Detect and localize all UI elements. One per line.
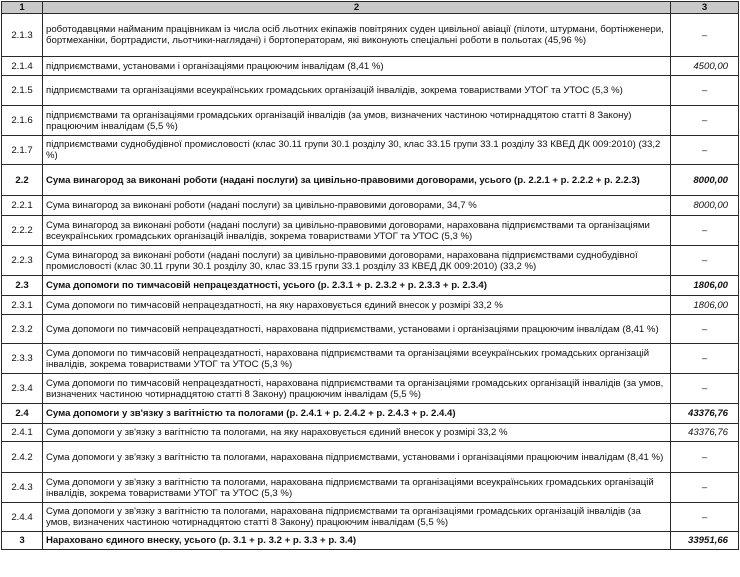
table-row [2,344,739,374]
table-row [2,165,739,196]
table-body [2,14,739,550]
row-number: 3 [2,532,43,550]
row-description: Сума допомоги по тимчасовій непрацездатності, нарахована підприємствами та організаціями громадських організацій інвалідів (за умов, визначених частиною чотирнадцятою статті 8 Закону) працюючим інвалідам (5,5 %) [43,374,671,404]
report-table [1,1,739,550]
row-number: 2.3.1 [2,296,43,315]
row-value: 1806,00 [671,296,739,315]
row-description: Сума допомоги у зв'язку з вагітністю та пологами (р. 2.4.1 + р. 2.4.2 + р. 2.4.3 + р. 2.4.4) [43,404,671,424]
row-number: 2.2 [2,165,43,196]
row-description: підприємствами суднобудівної промисловості (клас 30.11 групи 30.1 розділу 30, клас 33.15 групи 33.1 розділу 33 КВЕД ДК 009:2010) (33,2 %) [43,136,671,165]
row-description: Нараховано єдиного внеску, усього (р. 3.1 + р. 3.2 + р. 3.3 + р. 3.4) [43,532,671,550]
row-number: 2.2.1 [2,196,43,216]
table-row [2,246,739,276]
row-description: Сума допомоги по тимчасовій непрацездатності, на яку нараховується єдиний внесок у розмірі 33,2 % [43,296,671,315]
row-number: 2.3 [2,276,43,296]
table-row [2,315,739,344]
row-number: 2.4.4 [2,503,43,532]
header-col-1: 1 [2,2,43,14]
row-description: Сума допомоги у зв'язку з вагітністю та пологами, нарахована підприємствами, установами і організаціями працюючим інвалідам (8,41 %) [43,442,671,473]
row-number: 2.2.3 [2,246,43,276]
row-value: – [671,76,739,106]
table-row [2,404,739,424]
row-number: 2.1.7 [2,136,43,165]
row-description: Сума допомоги по тимчасовій непрацездатності, усього (р. 2.3.1 + р. 2.3.2 + р. 2.3.3 + р. 2.3.4) [43,276,671,296]
table-row [2,276,739,296]
row-value: – [671,344,739,374]
row-value: – [671,503,739,532]
row-description: Сума допомоги по тимчасовій непрацездатності, нарахована підприємствами та організаціями всеукраїнських громадських організацій інвалідів, зокрема товариствами УТОГ та УТОС (5,3 %) [43,344,671,374]
row-description: роботодавцями найманим працівникам із числа осіб льотних екіпажів повітряних суден цивільної авіації (пілоти, штурмани, бортінженери, бортмеханіки, бортрадисти, льотчики-наглядачі) і бортоператорам, які виконують спеціальні роботи в польотах (45,96 %) [43,14,671,57]
table-row [2,136,739,165]
row-value: – [671,473,739,503]
row-number: 2.1.4 [2,57,43,76]
table-row [2,424,739,442]
table-row [2,374,739,404]
row-description: Сума допомоги у зв'язку з вагітністю та пологами, нарахована підприємствами та організаціями громадських організацій інвалідів (за умов, визначених частиною чотирнадцятою статті 8 Закону) працюючим інвалідам (5,5 %) [43,503,671,532]
row-value: – [671,246,739,276]
row-description: підприємствами та організаціями громадських організацій інвалідів (за умов, визначених частиною чотирнадцятою статті 8 Закону) працюючим інвалідам (5,5 %) [43,106,671,136]
row-description: підприємствами та організаціями всеукраїнських громадських організацій інвалідів, зокрема товариствами УТОГ та УТОС (5,3 %) [43,76,671,106]
row-value: 4500,00 [671,57,739,76]
row-value: – [671,106,739,136]
table-row [2,503,739,532]
row-description: Сума винагород за виконані роботи (надані послуги) за цивільно-правовими договорами, 34,7 % [43,196,671,216]
row-number: 2.1.5 [2,76,43,106]
row-description: Сума винагород за виконані роботи (надані послуги) за цивільно-правовими договорами, усього (р. 2.2.1 + р. 2.2.2 + р. 2.2.3) [43,165,671,196]
row-value: – [671,374,739,404]
table-row [2,57,739,76]
row-description: Сума винагород за виконані роботи (надані послуги) за цивільно-правовими договорами, нарахована підприємствами суднобудівної промисловості (клас 30.11 групи 30.1 розділу 30, клас 33.15 групи 33.1 розділу 33 КВЕД ДК 009:2010) (33,2 %) [43,246,671,276]
table-row [2,532,739,550]
table-row [2,296,739,315]
row-number: 2.4.1 [2,424,43,442]
row-value: – [671,315,739,344]
row-value: 8000,00 [671,196,739,216]
row-description: Сума винагород за виконані роботи (надані послуги) за цивільно-правовими договорами, нарахована підприємствами та організаціями всеукраїнських громадських організацій інвалідів, зокрема товариствами УТОГ та УТОС (5,3 %) [43,216,671,246]
row-value: – [671,136,739,165]
table-row [2,473,739,503]
row-number: 2.4.3 [2,473,43,503]
table-row [2,76,739,106]
row-value: 1806,00 [671,276,739,296]
row-value: – [671,14,739,57]
row-number: 2.3.2 [2,315,43,344]
table-row [2,14,739,57]
row-description: підприємствами, установами і організаціями працюючим інвалідам (8,41 %) [43,57,671,76]
row-description: Сума допомоги у зв'язку з вагітністю та пологами, на яку нараховується єдиний внесок у розмірі 33,2 % [43,424,671,442]
row-value: 8000,00 [671,165,739,196]
row-value: 43376,76 [671,404,739,424]
table-row [2,106,739,136]
row-number: 2.4 [2,404,43,424]
table-row [2,216,739,246]
row-value: – [671,442,739,473]
row-number: 2.4.2 [2,442,43,473]
header-col-3: 3 [671,2,739,14]
row-number: 2.1.6 [2,106,43,136]
table-header-row [2,2,739,14]
row-value: – [671,216,739,246]
header-col-2: 2 [43,2,671,14]
row-number: 2.3.4 [2,374,43,404]
row-number: 2.1.3 [2,14,43,57]
table-row [2,442,739,473]
row-description: Сума допомоги у зв'язку з вагітністю та пологами, нарахована підприємствами та організаціями всеукраїнських громадських організацій інвалідів, зокрема товариствами УТОГ та УТОС (5,3 %) [43,473,671,503]
table-row [2,196,739,216]
row-number: 2.2.2 [2,216,43,246]
row-number: 2.3.3 [2,344,43,374]
row-description: Сума допомоги по тимчасовій непрацездатності, нарахована підприємствами, установами і організаціями працюючим інвалідам (8,41 %) [43,315,671,344]
row-value: 33951,66 [671,532,739,550]
row-value: 43376,76 [671,424,739,442]
